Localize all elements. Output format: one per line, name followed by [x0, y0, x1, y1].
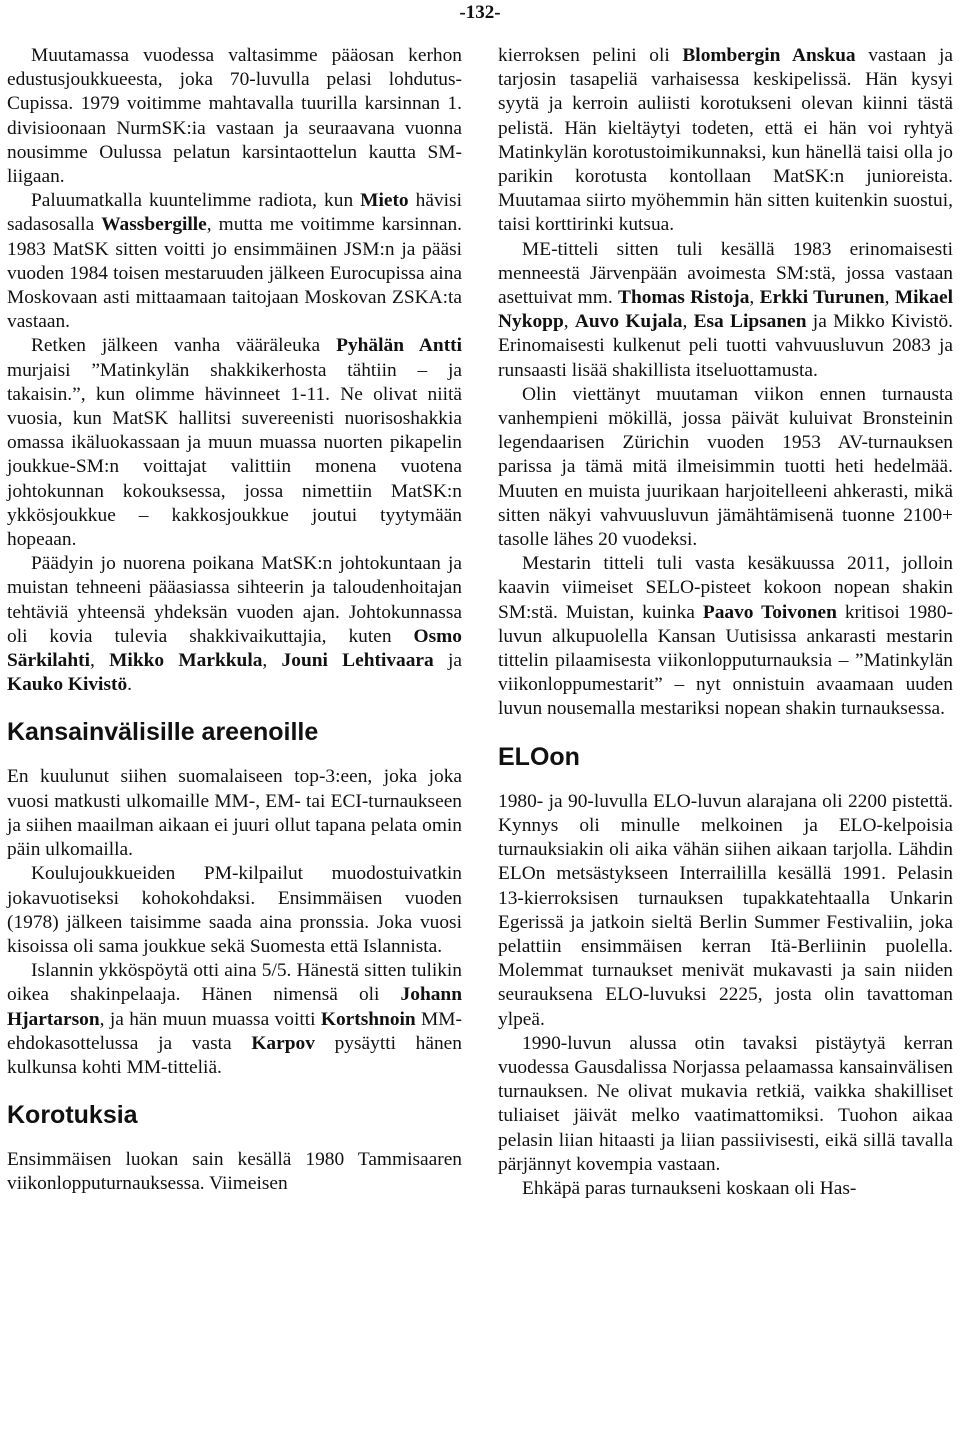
- bold-name: Wassbergille: [101, 214, 207, 236]
- body-paragraph: 1990-luvun alussa otin tavaksi pistäytyä kerran vuodessa Gausdalissa Norjassa pelaamassa kansainvälisen turnauksen. Ne olivat mukavia retkiä, vaikka shakilliset tuliaiset jäivät melko vaatimattomiksi. Tuohon aikaa pelasin liian hitaasti ja liian passiivisesti, eikä sillä tavalla pärjännyt kovempia vastaan.: [498, 1032, 953, 1175]
- bold-name: Karpov: [251, 1032, 315, 1054]
- body-paragraph: Paluumatkalla kuuntelimme radiota, kun Mieto hävisi sadasosalla Wassbergille, mutta me voitimme karsinnan. 1983 MatSK sitten voitti jo ensimmäinen JSM:n ja pääsi vuoden 1984 toisen mestaruuden jälkeen Eurocupissa aina Moskovaan asti mittaamaan taitojaan Moskovan ZSKA:ta vastaan.: [7, 190, 462, 333]
- page-number: -132-: [459, 2, 501, 23]
- bold-name: Kauko Kivistö: [7, 674, 128, 696]
- bold-name: Paavo Toivonen: [702, 601, 837, 623]
- bold-name: Mikko Markkula: [109, 650, 263, 672]
- body-paragraph: Muutamassa vuodessa valtasimme pääosan kerhon edustusjoukkueesta, joka 70-luvulla pelasi lohdutus-Cupissa. 1979 voitimme mahtavalla tuurilla karsinnan 1. divisioonaan NurmSK:ia vastaan ja seuraavana vuonna nousimme Oulussa pelatun karsintaottelun kautta SM-liigaan.: [7, 45, 462, 188]
- body-paragraph: ME-titteli sitten tuli kesällä 1983 erinomaisesti menneestä Järvenpään avoimesta SM:stä, jossa vastaan asettuivat mm. Thomas Ristoja, Erkki Turunen, Mikael Nykopp, Auvo Kujala, Esa Lipsanen ja Mikko Kivistö. Erinomaisesti kulkenut peli tuotti vahvuusluvun 2083 ja runsaasti lisää shakillista itseluottamusta.: [498, 238, 953, 381]
- body-paragraph: Ehkäpä paras turnaukseni koskaan oli Has-: [522, 1177, 857, 1199]
- bold-name: Thomas Ristoja: [618, 287, 750, 309]
- body-paragraph: Koulujoukkueiden PM-kilpailut muodostuivatkin jokavuotiseksi kohokohdaksi. Ensimmäisen vuoden (1978) jälkeen taisimme saada aina pronssia. Joka vuosi kisoissa oli sama joukkue sekä Suomesta että Islannista.: [7, 863, 462, 957]
- body-paragraph: Ensimmäisen luokan sain kesällä 1980 Tammisaaren viikonlopputurnauksessa. Viimeisen: [7, 1149, 462, 1195]
- bold-name: Esa Lipsanen: [693, 311, 807, 333]
- bold-name: Johann Hjartarson: [7, 984, 462, 1030]
- bold-name: Erkki Turunen: [759, 287, 885, 309]
- body-paragraph: Islannin ykköspöytä otti aina 5/5. Hänestä sitten tulikin oikea shakinpelaaja. Hänen nimensä oli Johann Hjartarson, ja hän muun muassa voitti Kortshnoin MM-ehdokasottelussa ja vasta Karpov pysäytti hänen kulkunsa kohti MM-titteliä.: [7, 960, 462, 1078]
- bold-name: Auvo Kujala: [574, 311, 683, 333]
- body-paragraph: Olin viettänyt muutaman viikon ennen turnausta vanhempieni mökillä, jossa päivät kuluivat Bronsteinin legendaarisen Zürichin vuoden 1953 AV-turnauksen parissa ja tämä mitä ilmeisimmin tuotti heti hedelmää. Muuten en muista juurikaan harjoitelleeni ahkerasti, mikä sitten näkyi vahvuusluvun jämähtämisenä tuonne 2100+ tasolle lähes 20 vuodeksi.: [498, 383, 953, 551]
- bold-name: Pyhälän Antti: [336, 335, 462, 357]
- body-paragraph: En kuulunut siihen suomalaiseen top-3:een, joka joka vuosi matkusti ulkomaille MM-, EM- tai ECI-turnaukseen ja siihen maailman aikaan ei juuri ollut tapana pelata omin päin ulkomailla.: [7, 766, 462, 861]
- body-paragraph: 1980- ja 90-luvulla ELO-luvun alarajana oli 2200 pistettä. Kynnys oli minulle melkoinen ja ELO-kelpoisia turnauksiakin oli aika vähän siihen aikaan tarjolla. Lähdin ELOn metsästykseen Interraililla kesällä 1991. Pelasin 13-kierroksisen turnauksen tupakkatehtaalla Unkarin Egerissä ja jatkoin sieltä Berlin Summer Festivaliin, joka pelattiin ensimmäisen kerran Itä-Berliinin puolella. Molemmat turnaukset menivät mukavasti ja sain niiden seurauksena ELO-luvuksi 2225, josta olin tavattoman ylpeä.: [498, 790, 953, 1030]
- body-paragraph: Päädyin jo nuorena poikana MatSK:n johtokuntaan ja muistan tehneeni pääasiassa sihteerin ja taloudenhoitajan tehtäviä yhteensä yhdeksän vuoden ajan. Johtokunnassa oli kovia tulevia shakkivaikuttajia, kuten Osmo Särkilahti, Mikko Markkula, Jouni Lehtivaara ja Kauko Kivistö.: [7, 553, 463, 696]
- section-heading: ELOon: [498, 742, 580, 771]
- body-paragraph: kierroksen pelini oli Blombergin Anskua vastaan ja tarjosin tasapeliä varhaisessa keskipelissä. Hän kysyi syytä ja kerroin auliisti korotukseni olevan kiinni tästä pelistä. Hän kieltäytyi todeten, että ei hän voi ryhtyä Matinkylän korotustoimikunnaksi, kun hänellä taisi olla jo parikin korotusta kontollaan MatSK:n junioreista. Muutamaa siirto myöhemmin hän sitten kuitenkin suostui, taisi korttirinki kutsua.: [498, 45, 953, 236]
- bold-name: Osmo Särkilahti: [7, 625, 462, 672]
- section-heading: Kansainvälisille areenoille: [7, 718, 319, 747]
- bold-name: Blombergin Anskua: [682, 45, 856, 66]
- bold-name: Jouni Lehtivaara: [281, 650, 434, 672]
- right-column: [498, 44, 953, 1201]
- left-column: [7, 44, 462, 1197]
- bold-name: Mikael Nykopp: [498, 287, 953, 333]
- bold-name: Kortshnoin: [320, 1008, 416, 1030]
- body-paragraph: Mestarin titteli tuli vasta kesäkuussa 2011, jolloin kaavin viimeiset SELO-pisteet kokoon nopean shakin SM:stä. Muistan, kuinka Paavo Toivonen kritisoi 1980-luvun alkupuolella Kansan Uutisissa ankarasti mestarin tittelin pilaamisesta viikonlopputurnauksia – ”Matinkylän viikonloppumestarit” – nyt onnistuin avaamaan uuden luvun nousemalla mestariksi nopean shakin turnauksessa.: [498, 553, 953, 720]
- body-paragraph: Retken jälkeen vanha vääräleuka Pyhälän Antti murjaisi ”Matinkylän shakkikerhosta tähtiin – ja takaisin.”, kun olimme hävinneet 1-11. Ne olivat niitä vuosia, kun MatSK hallitsi suvereenisti nuorisoshakkia omassa ikäluokassaan ja muun muassa nuorten pikapelin joukkue-SM:n voittajat valittiin monena vuotena johtokunnan kokouksessa, jossa nimettiin MatSK:n ykkösjoukkue – kakkosjoukkue joutui tyytymään hopeaan.: [7, 335, 462, 551]
- section-heading: Korotuksia: [7, 1101, 138, 1130]
- bold-name: Mieto: [360, 190, 409, 212]
